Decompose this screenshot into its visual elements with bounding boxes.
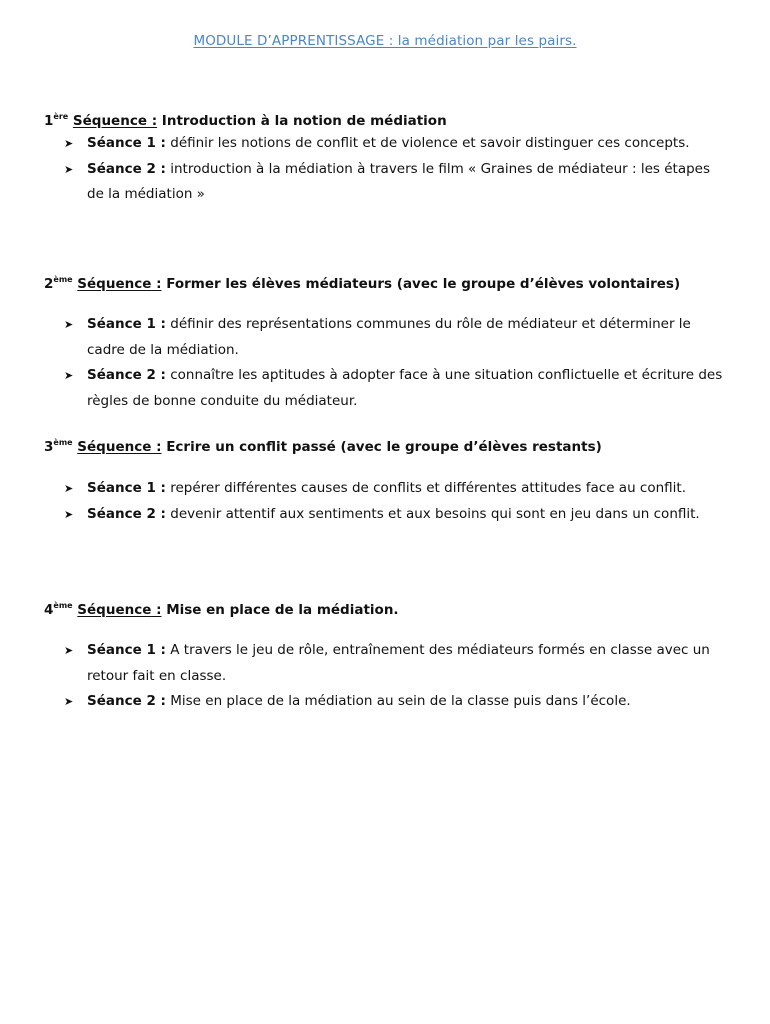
seance-text: devenir attentif aux sentiments et aux besoins qui sont en jeu dans un conflit.: [165, 505, 700, 522]
sequence-title: Ecrire un conflit passé (avec le groupe d’élèves restants): [161, 439, 602, 455]
arrowhead-bullet-icon: ➤: [64, 507, 74, 521]
sequence-ordinal-suffix: ème: [53, 438, 73, 447]
seance-label: Séance 1 :: [87, 480, 166, 496]
list-item: [44, 131, 727, 157]
list-item: [44, 502, 727, 528]
seance-list: [44, 312, 734, 414]
sequence-ordinal-suffix: ème: [53, 601, 73, 610]
sequence-colon: :: [151, 602, 162, 618]
list-item: [44, 312, 727, 363]
sequence-number: 2: [44, 276, 54, 292]
sequence-ordinal-suffix: ème: [53, 275, 73, 284]
sequence-3: [44, 437, 734, 527]
arrowhead-bullet-icon: ➤: [64, 162, 74, 176]
sequence-heading: [44, 600, 734, 620]
list-item: [44, 638, 727, 689]
seance-text: définir des représentations communes du rôle de médiateur et déterminer le cadre de la médiation.: [87, 316, 691, 358]
seance-list: [44, 476, 734, 527]
list-item: [44, 476, 727, 502]
sequence-word: Séquence: [72, 113, 147, 129]
seance-label: Séance 2 :: [87, 505, 166, 522]
seance-label: Séance 2 :: [87, 367, 166, 383]
sequence-heading: [44, 274, 734, 294]
arrowhead-bullet-icon: ➤: [64, 644, 74, 657]
seance-label: Séance 2 :: [87, 160, 166, 177]
list-item: [44, 157, 727, 208]
page-title: MODULE D’APPRENTISSAGE : la médiation par les pairs.: [193, 33, 577, 49]
seance-list: [44, 638, 734, 715]
seance-label: Séance 1 :: [87, 642, 166, 658]
sequence-colon: :: [151, 276, 162, 292]
sequence-colon: :: [147, 113, 158, 129]
sequence-heading: [44, 111, 734, 131]
seance-label: Séance 2 :: [87, 693, 166, 709]
seance-text: définir les notions de conflit et de violence et savoir distinguer ces concepts.: [165, 135, 690, 151]
sequence-colon: :: [151, 439, 162, 455]
seance-label: Séance 1 :: [87, 316, 166, 332]
sequence-number: 3: [44, 439, 54, 455]
sequence-number: 4: [44, 602, 54, 618]
seance-text: connaître les aptitudes à adopter face à une situation conflictuelle et écriture des règles de bonne conduite du médiateur.: [87, 367, 723, 409]
list-item: [44, 363, 727, 414]
sequence-ordinal-suffix: ère: [53, 112, 69, 121]
sequence-2: [44, 274, 734, 414]
sequence-heading: [44, 437, 734, 457]
arrowhead-bullet-icon: ➤: [64, 137, 74, 150]
sequence-number: 1: [44, 113, 54, 129]
sequence-4: [44, 600, 734, 715]
seance-list: [44, 131, 734, 208]
seance-text: repérer différentes causes de conflits et différentes attitudes face au conflit.: [165, 480, 686, 496]
seance-text: Mise en place de la médiation au sein de la classe puis dans l’école.: [165, 693, 631, 709]
sequence-word: Séquence: [77, 602, 152, 618]
arrowhead-bullet-icon: ➤: [64, 695, 74, 708]
seance-text: A travers le jeu de rôle, entraînement des médiateurs formés en classe avec un retour fait en classe.: [87, 642, 710, 684]
sequence-1: [44, 111, 734, 208]
arrowhead-bullet-icon: ➤: [64, 318, 74, 331]
arrowhead-bullet-icon: ➤: [64, 482, 74, 495]
sequence-title: Mise en place de la médiation.: [161, 602, 399, 618]
arrowhead-bullet-icon: ➤: [64, 369, 74, 382]
seance-label: Séance 1 :: [87, 135, 166, 151]
seance-text: introduction à la médiation à travers le film « Graines de médiateur : les étapes de la médiation »: [87, 160, 711, 202]
sequence-word: Séquence: [77, 439, 152, 455]
list-item: [44, 689, 727, 715]
sequence-title: Introduction à la notion de médiation: [157, 113, 447, 129]
sequence-word: Séquence: [77, 276, 152, 292]
sequence-title: Former les élèves médiateurs (avec le groupe d’élèves volontaires): [161, 276, 681, 292]
